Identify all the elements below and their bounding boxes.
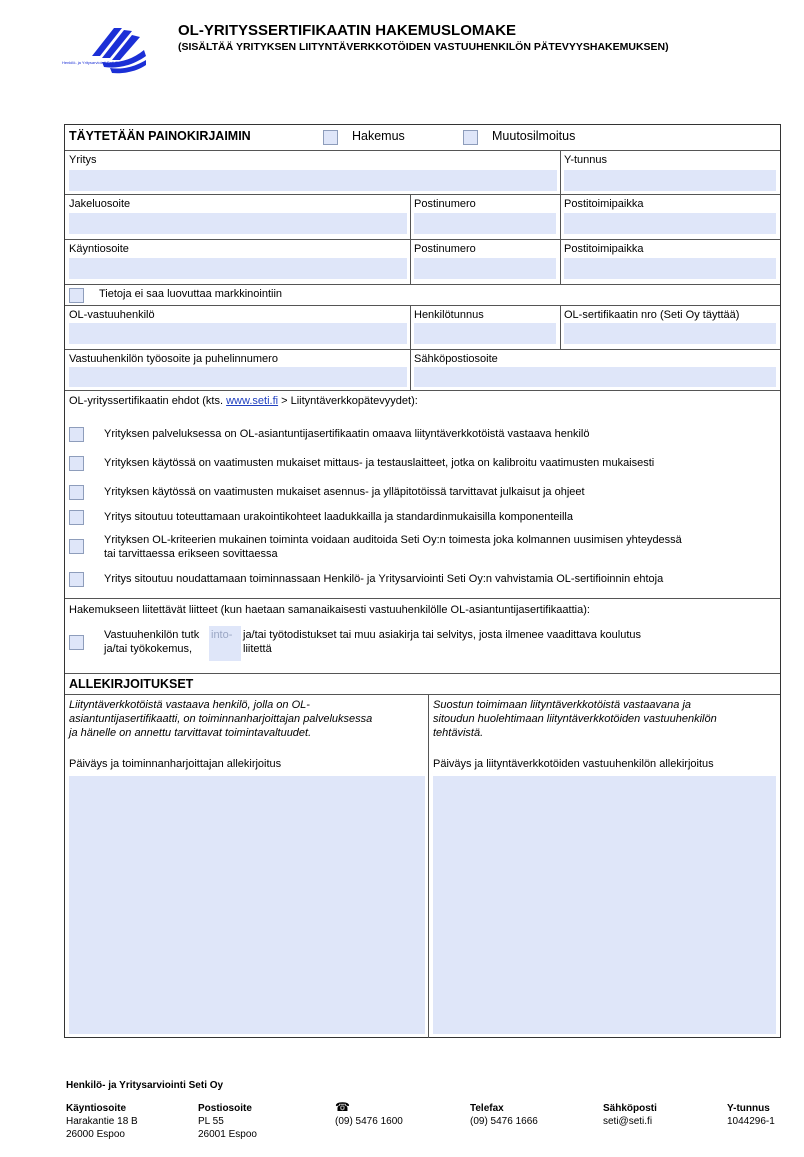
application-label: Hakemus xyxy=(352,129,405,143)
phone-icon: ☎ xyxy=(335,1100,350,1114)
footer-visit-line1: Harakantie 18 B xyxy=(66,1116,138,1127)
work-address-label: Vastuuhenkilön työosoite ja puhelinnumero xyxy=(69,353,278,365)
condition-3-label: Yrityksen käytössä on vaatimusten mukaiset asennus- ja ylläpitotöissä tarvittavat julkaisut ja ohjeet xyxy=(104,486,585,498)
condition-2-label: Yrityksen käytössä on vaatimusten mukaiset mittaus- ja testauslaitteet, jotka on kalibroitu vaatimusten mukaisesti xyxy=(104,457,655,469)
footer-fax: (09) 5476 1666 xyxy=(470,1116,538,1127)
postal-code-field[interactable] xyxy=(414,213,556,234)
footer-company: Henkilö- ja Yritysarviointi Seti Oy xyxy=(66,1080,224,1091)
email-label: Sähköpostiosoite xyxy=(414,353,498,365)
postal-code-2-label: Postinumero xyxy=(414,243,476,255)
logo-swoosh-icon xyxy=(62,20,170,76)
business-id-label: Y-tunnus xyxy=(564,154,608,166)
condition-3-checkbox[interactable] xyxy=(69,485,84,500)
attachment-field-hint: into- xyxy=(211,629,233,641)
condition-2-checkbox[interactable] xyxy=(69,456,84,471)
signatures-heading: ALLEKIRJOITUKSET xyxy=(69,677,194,691)
change-notice-checkbox[interactable] xyxy=(463,130,478,145)
visiting-address-field[interactable] xyxy=(69,258,407,279)
postal-address-field[interactable] xyxy=(69,213,407,234)
post-office-field[interactable] xyxy=(564,213,776,234)
no-marketing-label: Tietoja ei saa luovuttaa markkinointiin xyxy=(99,288,283,300)
footer-bid-label: Y-tunnus xyxy=(727,1103,770,1114)
employer-signature-field[interactable] xyxy=(69,776,425,1034)
form-heading: TÄYTETÄÄN PAINOKIRJAIMIN xyxy=(69,129,251,143)
visiting-address-label: Käyntiosoite xyxy=(69,243,129,255)
footer-email-label: Sähköposti xyxy=(603,1103,657,1114)
attachment-text-a: Vastuuhenkilön tutk xyxy=(104,629,200,641)
attachment-text-d: liitettä xyxy=(243,643,272,655)
seti-logo xyxy=(62,20,170,76)
footer-post-label: Postiosoite xyxy=(198,1103,252,1114)
work-address-field[interactable] xyxy=(69,367,407,387)
condition-1-checkbox[interactable] xyxy=(69,427,84,442)
company-field[interactable] xyxy=(69,170,557,191)
sig-left-text-2: asiantuntijasertifikaatti, on toiminnanharjoittajan palveluksessa xyxy=(69,713,373,725)
sig-right-label: Päiväys ja liityntäverkkotöiden vastuuhenkilön allekirjoitus xyxy=(433,758,714,770)
conditions-intro: OL-yrityssertifikaatin ehdot (kts. www.seti.fi > Liityntäverkkopätevyydet): xyxy=(69,395,418,407)
attachment-checkbox[interactable] xyxy=(69,635,84,650)
footer-fax-label: Telefax xyxy=(470,1103,504,1114)
footer-post-line1: PL 55 xyxy=(198,1116,224,1127)
change-notice-label: Muutosilmoitus xyxy=(492,129,576,143)
page-title: OL-YRITYSSERTIFIKAATIN HAKEMUSLOMAKE xyxy=(178,22,517,39)
post-office-label: Postitoimipaikka xyxy=(564,198,644,210)
business-id-field[interactable] xyxy=(564,170,776,191)
attachment-text-b: ja/tai työtodistukset tai muu asiakirja tai selvitys, josta ilmenee vaadittava koulutus xyxy=(243,629,642,641)
condition-5-checkbox[interactable] xyxy=(69,539,84,554)
responsible-person-field[interactable] xyxy=(69,323,407,344)
footer-email: seti@seti.fi xyxy=(603,1116,653,1127)
sig-right-text-1: Suostun toimimaan liityntäverkkotöistä vastaavana ja xyxy=(433,699,692,711)
footer-visit-line2: 26000 Espoo xyxy=(66,1129,125,1140)
condition-6-checkbox[interactable] xyxy=(69,572,84,587)
post-office-2-field[interactable] xyxy=(564,258,776,279)
condition-6-label: Yritys sitoutuu noudattamaan toiminnassaan Henkilö- ja Yritysarviointi Seti Oy:n vahvistamia OL-sertifioinnin ehtoja xyxy=(104,573,664,585)
responsible-signature-field[interactable] xyxy=(433,776,776,1034)
no-marketing-checkbox[interactable] xyxy=(69,288,84,303)
application-form xyxy=(64,124,781,1038)
footer-visit-label: Käyntiosoite xyxy=(66,1103,127,1114)
page-subtitle: (SISÄLTÄÄ YRITYKSEN LIITYNTÄVERKKOTÖIDEN VASTUUHENKILÖN PÄTEVYYSHAKEMUKSEN) xyxy=(178,41,669,53)
footer-phone: (09) 5476 1600 xyxy=(335,1116,403,1127)
personal-id-label: Henkilötunnus xyxy=(414,309,484,321)
condition-5-label-cont: tai tarvittaessa erikseen sovittaessa xyxy=(104,548,278,560)
condition-5-label: Yrityksen OL-kriteerien mukainen toiminta voidaan auditoida Seti Oy:n toimesta joka kolmannen uusimisen yhteydessä xyxy=(104,534,682,546)
cert-number-label: OL-sertifikaatin nro (Seti Oy täyttää) xyxy=(564,309,740,321)
attachments-intro: Hakemukseen liitettävät liitteet (kun haetaan samanaikaisesti vastuuhenkilölle OL-asiantuntijasertifikaattia): xyxy=(69,604,590,616)
sig-left-text-1: Liityntäverkkotöistä vastaava henkilö, jolla on OL- xyxy=(69,699,310,711)
condition-1-label: Yrityksen palveluksessa on OL-asiantuntijasertifikaatin omaava liityntäverkkotöistä vastaava henkilö xyxy=(104,428,590,440)
post-office-2-label: Postitoimipaikka xyxy=(564,243,644,255)
cert-number-field[interactable] xyxy=(564,323,776,344)
footer-bid: 1044296-1 xyxy=(727,1116,775,1127)
email-field[interactable] xyxy=(414,367,776,387)
footer-post-line2: 26001 Espoo xyxy=(198,1129,257,1140)
condition-4-label: Yritys sitoutuu toteuttamaan urakointikohteet laadukkailla ja standardinmukaisilla komponenteilla xyxy=(104,511,573,523)
company-label: Yritys xyxy=(69,154,97,166)
attachment-text-c: ja/tai työkokemus, xyxy=(104,643,193,655)
logo-caption: Henkilö- ja Yritysarviointi Seti Oy xyxy=(62,60,120,65)
sig-left-text-3: ja hänelle on annettu tarvittavat toimintavaltuudet. xyxy=(69,727,312,739)
personal-id-field[interactable] xyxy=(414,323,556,344)
responsible-person-label: OL-vastuuhenkilö xyxy=(69,309,155,321)
seti-website-link[interactable]: www.seti.fi xyxy=(226,395,279,407)
sig-left-label: Päiväys ja toiminnanharjoittajan allekirjoitus xyxy=(69,758,282,770)
postal-address-label: Jakeluosoite xyxy=(69,198,131,210)
application-checkbox[interactable] xyxy=(323,130,338,145)
sig-right-text-2: sitoudun huolehtimaan liityntäverkkotöiden vastuuhenkilön xyxy=(433,713,717,725)
sig-right-text-3: tehtävistä. xyxy=(433,727,484,739)
condition-4-checkbox[interactable] xyxy=(69,510,84,525)
postal-code-2-field[interactable] xyxy=(414,258,556,279)
postal-code-label: Postinumero xyxy=(414,198,476,210)
